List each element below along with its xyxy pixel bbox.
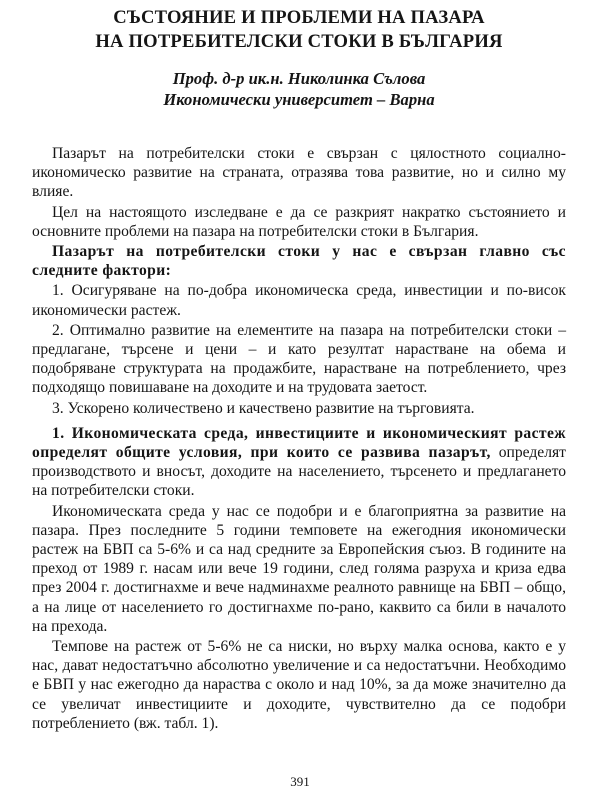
- paragraph-goal: Цел на настоящото изследване е да се разкрият накратко състоянието и основните проблеми на пазара на потребителски стоки в България.: [32, 203, 566, 240]
- author-block: [32, 68, 566, 110]
- section-1-paragraph: [32, 424, 566, 501]
- title-line-2: НА ПОТРЕБИТЕЛСКИ СТОКИ В БЪЛГАРИЯ: [95, 31, 503, 52]
- article-title: [32, 6, 566, 54]
- list-item-factor-1: 1. Осигуряване на по-добра икономическа среда, инвестиции и по-висок икономически растеж.: [32, 282, 566, 319]
- page-number: 391: [290, 774, 310, 789]
- article-body: [32, 144, 566, 733]
- list-item-factor-2: 2. Оптимално развитие на елементите на пазара на потребителски стоки – предлагане, търсене и цени – и като резултат нарастване на обема и подобряване структурата на продажбите, нарастване на потреблението, чрез подходящо повишаване на доходите и на трудовата заетост.: [32, 321, 566, 397]
- paragraph-intro: Пазарът на потребителски стоки е свързан с цялостното социално-икономическо развитие на страната, отразява това развитие, но и силно му влияе.: [32, 145, 566, 201]
- paragraph-growth-rates: Темпове на растеж от 5-6% не са ниски, но върху малка основа, както е у нас, дават недостатъчно абсолютно увеличение и са недостатъчни. Необходимо е БВП у нас ежегодно да нараства с около и над 10%, за да може значително да се увеличат инвестициите и доходите, чувствително да се подобри потреблението (вж. табл. 1).: [32, 638, 566, 732]
- section-1-text: определят производството и вносът, доходите на населението, търсенето и предлагането на потребителски стоки.: [32, 444, 566, 500]
- section-1-heading: 1. Икономическата среда, инвестициите и икономическият растеж определят общите условия, при които се развива пазарът,: [32, 424, 566, 462]
- list-item-factor-3: 3. Ускорено количествено и качествено развитие на търговията.: [52, 399, 475, 417]
- paragraph-economic-environment: Икономическата среда у нас се подобри и е благоприятна за развитие на пазара. През последните 5 години темповете на ежегодния икономически растеж на БВП са 5-6% и са над средните за Европейския съюз. В годините на преход от 1989 г. насам или вече 19 години, след голяма разруха и криза едва през 2004 г. достигнахме и вече надминахме реалното равнище на БВП – общо, а на лице от населението го достигнахме по-рано, каквито са били в началото на прехода.: [32, 502, 566, 635]
- paragraph-factors-heading: Пазарът на потребителски стоки у нас е свързан главно със следните фактори:: [32, 243, 566, 280]
- title-line-1: СЪСТОЯНИЕ И ПРОБЛЕМИ НА ПАЗАРА: [113, 7, 485, 28]
- author-name: Проф. д-р ик.н. Николинка Сълова: [172, 69, 426, 88]
- author-affiliation: Икономически университет – Варна: [163, 90, 435, 109]
